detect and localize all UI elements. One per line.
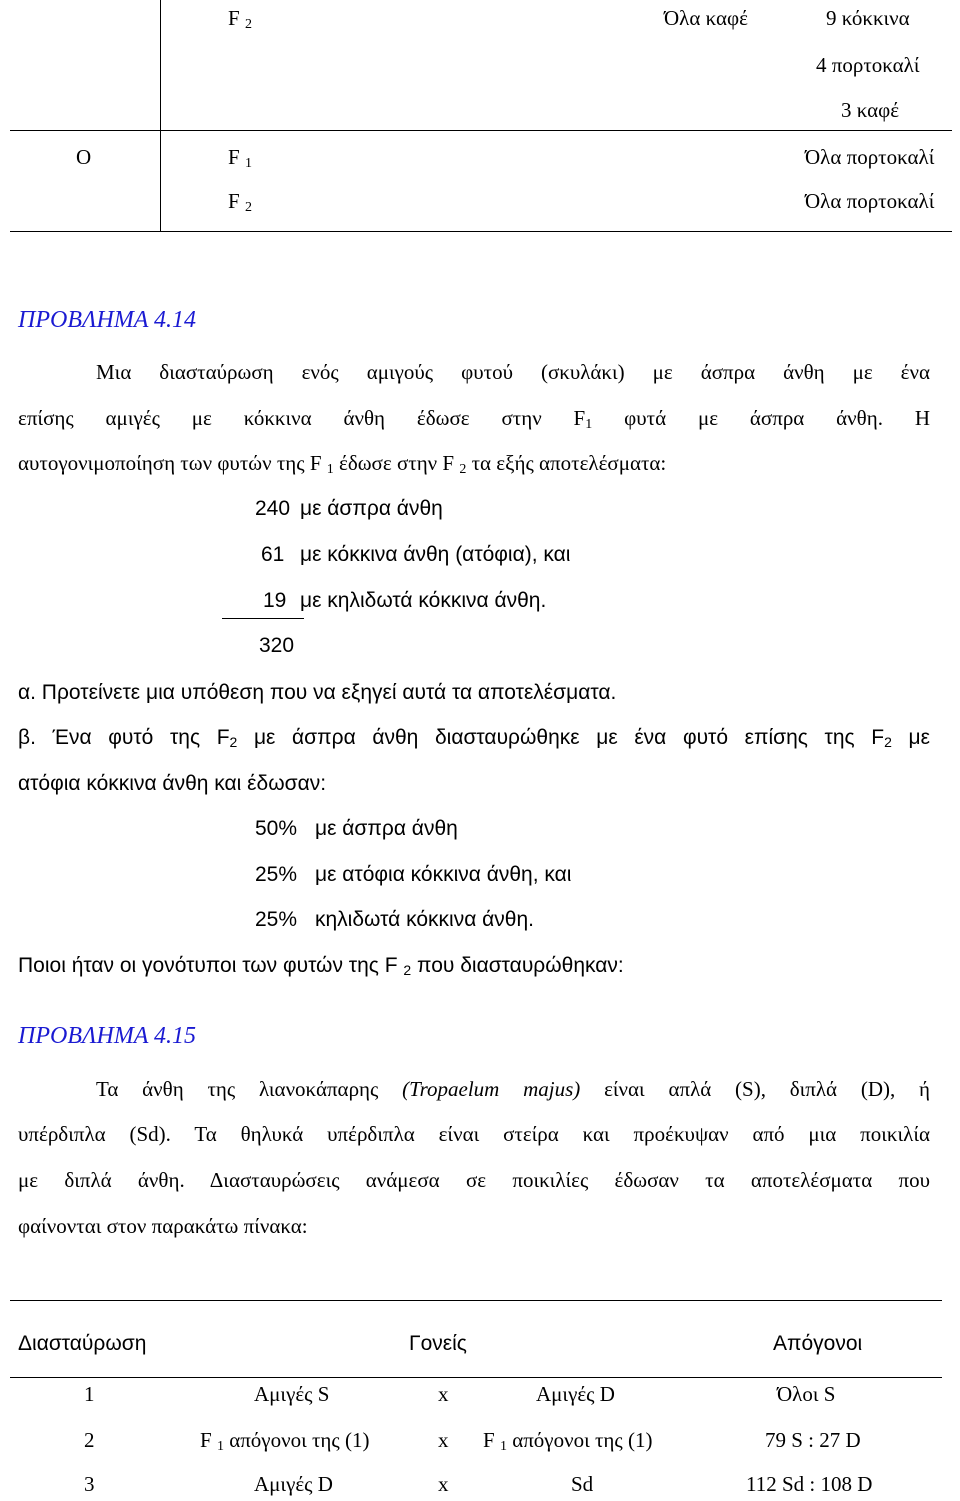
row-1-parent-1: Αμιγές S xyxy=(254,1382,330,1406)
bottom-table-top-rule xyxy=(10,1300,942,1301)
result-61-number: 61 xyxy=(261,543,285,566)
result-240-number: 240 xyxy=(255,497,291,520)
problem-14-line-3: αυτογονιμοποίηση των φυτών της F $_1$ έδωσε στην F $_2$ τα εξής αποτελέσματα: xyxy=(18,451,667,477)
top-row-o-result: Όλα πορτοκαλί xyxy=(805,145,935,169)
top-extra-2: 3 καφέ xyxy=(841,98,900,122)
row-2-x: x xyxy=(438,1428,449,1452)
row-1-number: 1 xyxy=(84,1382,95,1406)
question-final: Ποιοι ήταν οι γονότυποι των φυτών της F $_2$ που διασταυρώθηκαν: xyxy=(18,954,624,978)
b-result-3-percent: 25% xyxy=(255,908,298,931)
result-240-text: με άσπρα άνθη xyxy=(300,497,443,520)
top-row-o-label: F $_1$ xyxy=(228,145,252,171)
header-parents: Γονείς xyxy=(409,1332,467,1355)
problem-14-line-2: επίσης αμιγές με κόκκινα άνθη έδωσε στην $F_1$ φυτά με άσπρα άνθη. Η xyxy=(18,406,930,432)
question-b-line-1: β. Ένα φυτό της $F_2$ με άσπρα άνθη διασταυρώθηκε με ένα φυτό επίσης της $F_2$ με xyxy=(18,726,930,750)
row-3-offspring: 112 Sd : 108 D xyxy=(746,1472,873,1496)
question-a: α. Προτείνετε μια υπόθεση που να εξηγεί αυτά τα αποτελέσματα. xyxy=(18,681,617,704)
row-3-number: 3 xyxy=(84,1472,95,1496)
problem-15-line-1: Τα άνθη της λιανοκάπαρης (Tropaelum majus) είναι απλά (S), διπλά (D), ή xyxy=(96,1077,930,1101)
result-19-number: 19 xyxy=(263,589,287,612)
bottom-table-header-rule xyxy=(10,1377,942,1378)
sum-line xyxy=(222,618,304,619)
b-result-1-percent: 50% xyxy=(255,817,298,840)
b-result-1-text: με άσπρα άνθη xyxy=(315,817,458,840)
top-row-o2-label: F $_2$ xyxy=(228,189,252,215)
result-19-text: με κηλιδωτά κόκκινα άνθη. xyxy=(300,589,547,612)
top-row-f2-col-a: Όλα καφέ xyxy=(664,6,748,30)
problem-15-line-4: φαίνονται στον παρακάτω πίνακα: xyxy=(18,1214,308,1238)
row-2-number: 2 xyxy=(84,1428,95,1452)
top-row-o-cross: O xyxy=(76,145,92,169)
top-table-vline xyxy=(160,0,161,232)
header-cross: Διασταύρωση xyxy=(18,1332,147,1355)
row-2-parent-2: F $_1$ απόγονοι της (1) xyxy=(483,1428,653,1454)
problem-14-title: ΠΡΟΒΛΗΜΑ 4.14 xyxy=(18,307,197,333)
row-1-parent-2: Αμιγές D xyxy=(536,1382,615,1406)
row-1-x: x xyxy=(438,1382,449,1406)
row-2-offspring: 79 S : 27 D xyxy=(765,1428,861,1452)
top-table-divider xyxy=(10,130,952,131)
top-table-bottom xyxy=(10,231,952,232)
b-result-2-text: με ατόφια κόκκινα άνθη, και xyxy=(315,863,572,886)
problem-15-line-3: με διπλά άνθη. Διασταυρώσεις ανάμεσα σε ποικιλίες έδωσαν τα αποτελέσματα που xyxy=(18,1168,930,1192)
result-total: 320 xyxy=(259,634,295,657)
result-61-text: με κόκκινα άνθη (ατόφια), και xyxy=(300,543,571,566)
top-row-f2-label: F $_2$ xyxy=(228,6,252,32)
problem-14-line-1: Μια διασταύρωση ενός αμιγούς φυτού (σκυλάκι) με άσπρα άνθη με ένα xyxy=(96,360,930,384)
row-2-parent-1: F $_1$ απόγονοι της (1) xyxy=(200,1428,370,1454)
top-extra-1: 4 πορτοκαλί xyxy=(816,53,920,77)
row-1-offspring: Όλοι S xyxy=(777,1382,836,1406)
row-3-parent-1: Αμιγές D xyxy=(254,1472,333,1496)
question-b-line-2: ατόφια κόκκινα άνθη και έδωσαν: xyxy=(18,772,327,795)
header-offspring: Απόγονοι xyxy=(773,1332,863,1355)
b-result-3-text: κηλιδωτά κόκκινα άνθη. xyxy=(315,908,535,931)
row-3-parent-2: Sd xyxy=(571,1472,594,1496)
b-result-2-percent: 25% xyxy=(255,863,298,886)
problem-15-title: ΠΡΟΒΛΗΜΑ 4.15 xyxy=(18,1023,197,1049)
top-row-f2-col-b: 9 κόκκινα xyxy=(826,6,910,30)
row-3-x: x xyxy=(438,1472,449,1496)
top-row-o2-result: Όλα πορτοκαλί xyxy=(805,189,935,213)
problem-15-line-2: υπέρδιπλα (Sd). Τα θηλυκά υπέρδιπλα είναι στείρα και προέκυψαν από μια ποικιλία xyxy=(18,1122,930,1146)
